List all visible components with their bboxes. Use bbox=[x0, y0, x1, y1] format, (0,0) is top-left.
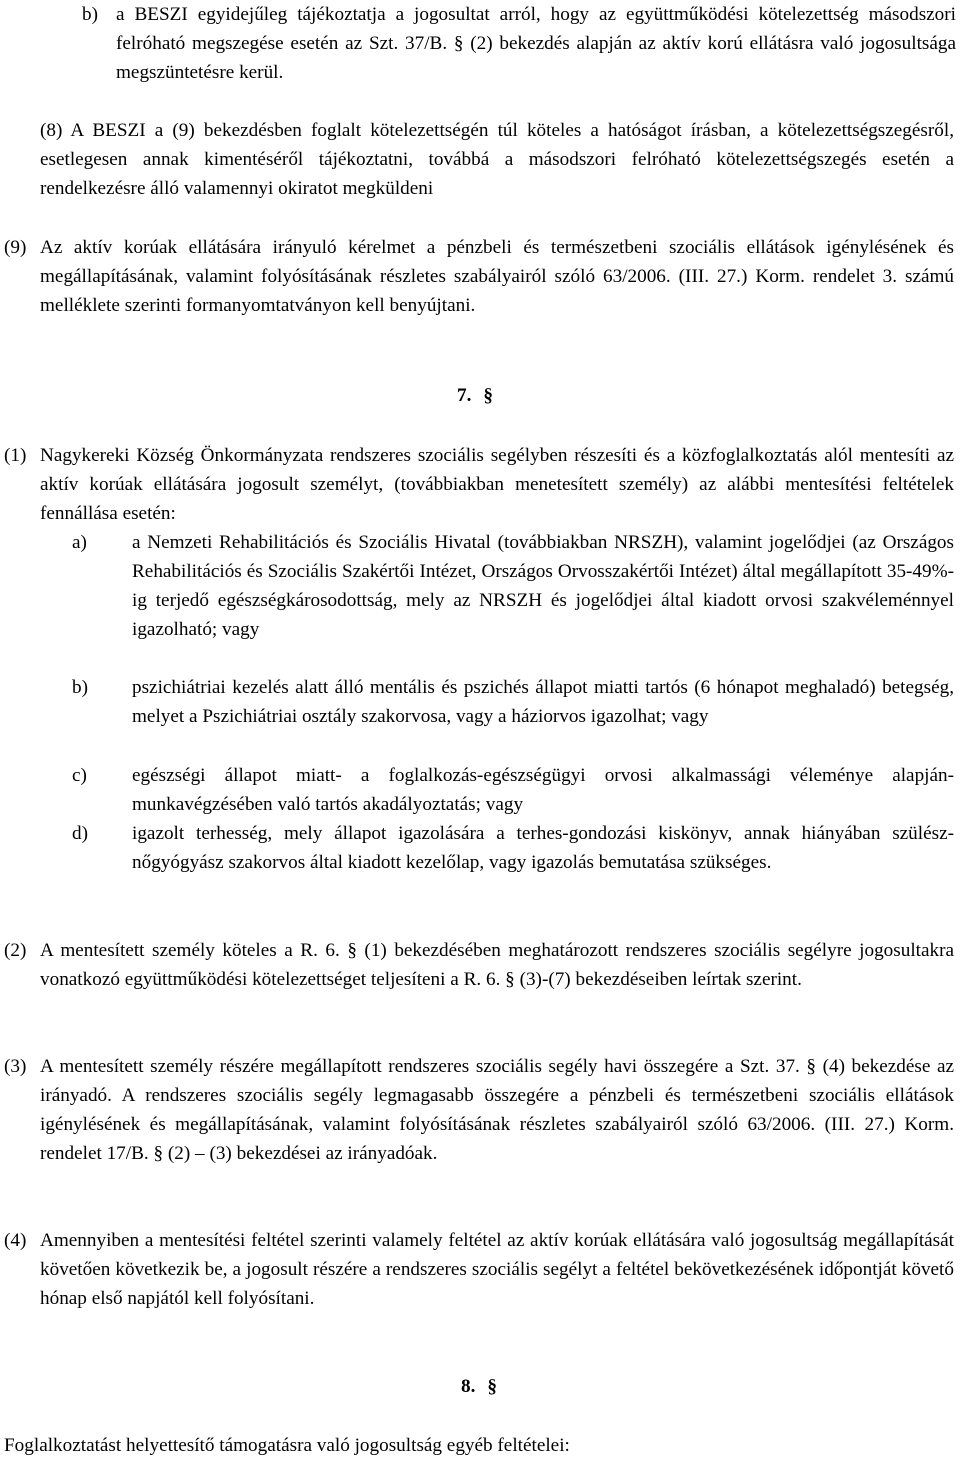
list-item-a bbox=[72, 528, 954, 678]
list-item-b bbox=[72, 673, 954, 763]
list-item-text: a BESZI egyidejűleg tájékoztatja a jogosultat arról, hogy az együttműködési kötelezettség másodszori felróható megszegése esetén az Szt. 37/B. § (2) bekezdés alapján az aktív korú ellátásra való jogosultsága megszüntetésre kerül. bbox=[116, 4, 956, 83]
list-item-b-top bbox=[82, 0, 956, 88]
paragraph-text: A mentesített személy részére megállapított rendszeres szociális segély havi összegére a Szt. 37. § (4) bekezdése az irányadó. A rendszeres szociális segély legmagasabb összegére a pénzbeli és természetbeni szociális ellátások igénylésének és megállapításának, valamint folyósításának részletes szabályairól szóló 63/2006. (III. 27.) Korm. rendelet 17/B. § (2) – (3) bekezdései az irányadóak. bbox=[40, 1056, 954, 1164]
paragraph-text: A mentesített személy köteles a R. 6. § (1) bekezdésében meghatározott rendszeres szociális segélyre jogosultakra vonatkozó együttműködési kötelezettséget teljesíteni a R. 6. § (3)-(7) bekezdéseiben leírtak szerint. bbox=[40, 940, 954, 990]
list-item-label: b) bbox=[82, 4, 98, 25]
paragraph-label: (4) bbox=[4, 1230, 27, 1251]
list-item-label: d) bbox=[72, 823, 88, 844]
list-item-text: igazolt terhesség, mely állapot igazolására a terhes-gondozási kiskönyv, annak hiányában szülész-nőgyógyász szakorvos által kiadott kezelőlap, vagy igazolás bemutatása szükséges. bbox=[132, 823, 954, 873]
section-7-paragraph-3 bbox=[4, 1052, 954, 1202]
list-item-text: pszichiátriai kezelés alatt álló mentális és pszichés állapot miatti tartós (6 hónapot meghaladó) betegség, melyet a Pszichiátriai osztály szakorvosa, vagy a háziorvos igazolhat; vagy bbox=[132, 677, 954, 727]
section-number: 8. bbox=[461, 1376, 476, 1397]
list-item-c bbox=[72, 761, 954, 821]
section-7-paragraph-4 bbox=[4, 1226, 954, 1346]
paragraph-label: (1) bbox=[4, 445, 27, 466]
section-number: 7. bbox=[457, 385, 472, 406]
section-8-intro: Foglalkoztatást helyettesítő támogatásra való jogosultság egyéb feltételei: bbox=[4, 1435, 570, 1456]
list-item-label: b) bbox=[72, 677, 88, 698]
section-symbol: § bbox=[483, 385, 493, 406]
paragraph-text: Nagykereki Község Önkormányzata rendszeres szociális segélyben részesíti és a közfoglalkoztatás alól mentesíti az aktív korúak ellátására jogosult személyt, (továbbiakban menetesített személy) az alábbi mentesítési feltételek fennállása esetén: bbox=[40, 445, 954, 524]
paragraph-text: Amennyiben a mentesítési feltétel szerinti valamely feltétel az aktív korúak ellátására való jogosultság megállapítását követően következik be, a jogosult részére a rendszeres szociális segélyt a feltétel bekövetkezésének időpontját követő hónap első napjától kell folyósítani. bbox=[40, 1230, 954, 1309]
list-item-d bbox=[72, 819, 954, 909]
list-item-label: c) bbox=[72, 765, 87, 786]
paragraph-text: Az aktív korúak ellátására irányuló kérelmet a pénzbeli és természetbeni szociális ellátások igénylésének és megállapításának, valamint folyósításának részletes szabályairól szóló 63/2006. (III. 27.) Korm. rendelet 3. számú melléklete szerinti formanyomtatványon kell benyújtani. bbox=[40, 237, 954, 316]
section-heading-7 bbox=[430, 381, 520, 410]
list-item-text: egészségi állapot miatt- a foglalkozás-egészségügyi orvosi alkalmassági véleménye alapján- munkavégzésében való tartós akadályoztatás; vagy bbox=[132, 765, 954, 815]
section-7-paragraph-1 bbox=[4, 441, 954, 901]
list-item-label: a) bbox=[72, 532, 87, 553]
section-7-paragraph-2 bbox=[4, 936, 954, 1026]
section-heading-8 bbox=[434, 1372, 524, 1401]
paragraph-label: (3) bbox=[4, 1056, 27, 1077]
section-symbol: § bbox=[487, 1376, 497, 1397]
paragraph-label: (9) bbox=[4, 237, 27, 258]
list-item-text: a Nemzeti Rehabilitációs és Szociális Hivatal (továbbiakban NRSZH), valamint jogelődjei (az Országos Rehabilitációs és Szociális Szakértői Intézet, Országos Orvosszakértői Intézet) által megállapított 35-49%-ig terjedő egészségkárosodottság, mely az NRSZH és jogelődjei által kiadott orvosi szakvéleménnyel igazolható; vagy bbox=[132, 532, 954, 640]
paragraph-9 bbox=[4, 233, 954, 353]
paragraph-8: (8) A BESZI a (9) bekezdésben foglalt kötelezettségén túl köteles a hatóságot írásban, a kötelezettségszegésről, esetlegesen annak kimentéséről tájékoztatni, továbbá a másodszori felróható kötelezettségszegés esetén a rendelkezésre álló valamennyi okiratot megküldeni bbox=[40, 120, 954, 199]
paragraph-label: (2) bbox=[4, 940, 27, 961]
